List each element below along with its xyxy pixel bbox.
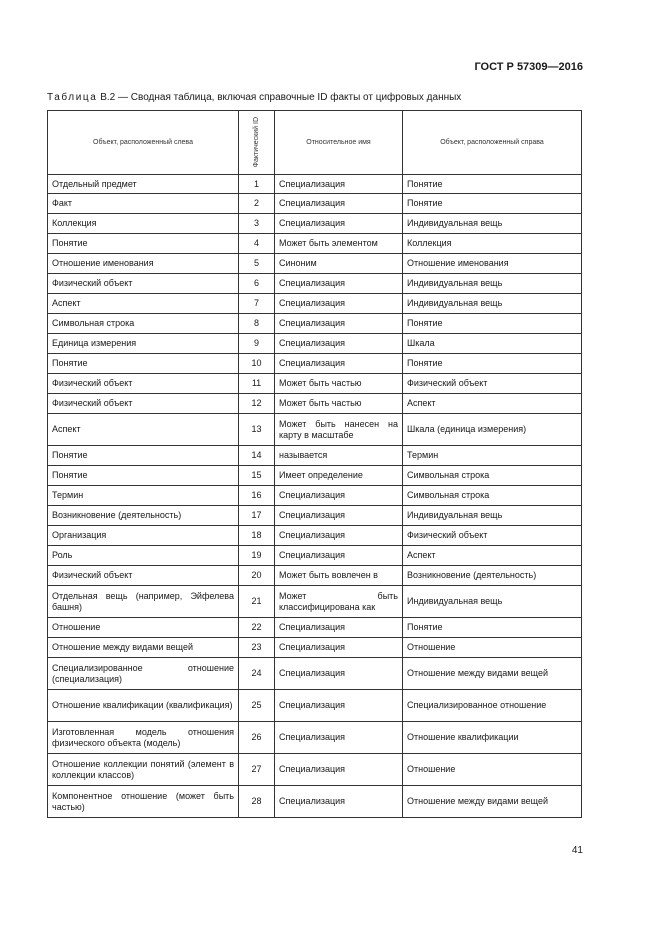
cell-right-object: Символьная строка [403, 486, 582, 506]
cell-relation-name: Специализация [275, 754, 403, 786]
table-row [48, 274, 582, 294]
cell-fact-id: 18 [239, 526, 275, 546]
cell-left-object: Понятие [48, 466, 239, 486]
cell-left-object: Отношение коллекции понятий (элемент в коллекции классов) [48, 754, 239, 786]
cell-relation-name: Может быть частью [275, 394, 403, 414]
cell-relation-name: Специализация [275, 618, 403, 638]
cell-fact-id: 11 [239, 374, 275, 394]
cell-left-object: Понятие [48, 234, 239, 254]
cell-right-object: Возникновение (деятельность) [403, 566, 582, 586]
cell-fact-id: 17 [239, 506, 275, 526]
cell-right-object: Специализированное отношение [403, 690, 582, 722]
cell-left-object: Компонентное отношение (может быть частью) [48, 786, 239, 818]
cell-relation-name: Может быть нанесен на карту в масштабе [275, 414, 403, 446]
table-header-row [48, 111, 582, 175]
cell-left-object: Факт [48, 194, 239, 214]
document-code: ГОСТ Р 57309—2016 [474, 61, 583, 73]
cell-left-object: Отношение именования [48, 254, 239, 274]
caption-text: В.2 — Сводная таблица, включая справочные ID факты от цифровых данных [97, 92, 462, 103]
table-row [48, 175, 582, 194]
cell-left-object: Понятие [48, 354, 239, 374]
cell-relation-name: Специализация [275, 354, 403, 374]
cell-relation-name: Специализация [275, 214, 403, 234]
cell-left-object: Коллекция [48, 214, 239, 234]
cell-fact-id: 8 [239, 314, 275, 334]
cell-right-object: Индивидуальная вещь [403, 506, 582, 526]
cell-fact-id: 20 [239, 566, 275, 586]
cell-fact-id: 23 [239, 638, 275, 658]
cell-fact-id: 12 [239, 394, 275, 414]
cell-right-object: Индивидуальная вещь [403, 586, 582, 618]
cell-right-object: Отношение между видами вещей [403, 658, 582, 690]
cell-right-object: Шкала (единица измерения) [403, 414, 582, 446]
table-row [48, 506, 582, 526]
table-row [48, 214, 582, 234]
summary-table [47, 110, 582, 818]
cell-right-object: Символьная строка [403, 466, 582, 486]
cell-left-object: Термин [48, 486, 239, 506]
cell-left-object: Возникновение (деятельность) [48, 506, 239, 526]
cell-right-object: Термин [403, 446, 582, 466]
cell-left-object: Роль [48, 546, 239, 566]
cell-fact-id: 26 [239, 722, 275, 754]
cell-left-object: Отношение квалификации (квалификация) [48, 690, 239, 722]
cell-right-object: Понятие [403, 194, 582, 214]
cell-fact-id: 6 [239, 274, 275, 294]
table-row [48, 294, 582, 314]
cell-relation-name: называется [275, 446, 403, 466]
table-row [48, 394, 582, 414]
cell-relation-name: Специализация [275, 334, 403, 354]
cell-right-object: Физический объект [403, 374, 582, 394]
cell-left-object: Аспект [48, 414, 239, 446]
table-row [48, 414, 582, 446]
cell-relation-name: Специализация [275, 526, 403, 546]
cell-left-object: Отдельный предмет [48, 175, 239, 194]
col-header-right-object: Объект, расположенный справа [403, 111, 582, 175]
table-row [48, 658, 582, 690]
cell-relation-name: Специализация [275, 638, 403, 658]
cell-relation-name: Специализация [275, 506, 403, 526]
cell-right-object: Отношение [403, 754, 582, 786]
cell-right-object: Индивидуальная вещь [403, 294, 582, 314]
cell-relation-name: Может быть частью [275, 374, 403, 394]
page-number: 41 [571, 845, 583, 856]
cell-right-object: Шкала [403, 334, 582, 354]
cell-left-object: Физический объект [48, 566, 239, 586]
cell-right-object: Отношение [403, 638, 582, 658]
col-header-fact-id [239, 111, 275, 175]
caption-label: Таблица [47, 92, 98, 103]
table-row [48, 618, 582, 638]
cell-relation-name: Специализация [275, 722, 403, 754]
cell-fact-id: 3 [239, 214, 275, 234]
cell-left-object: Организация [48, 526, 239, 546]
cell-fact-id: 13 [239, 414, 275, 446]
table-row [48, 566, 582, 586]
table-row [48, 754, 582, 786]
cell-fact-id: 25 [239, 690, 275, 722]
cell-relation-name: Специализация [275, 294, 403, 314]
cell-fact-id: 9 [239, 334, 275, 354]
table-row [48, 786, 582, 818]
cell-fact-id: 10 [239, 354, 275, 374]
cell-left-object: Физический объект [48, 374, 239, 394]
table-row [48, 546, 582, 566]
cell-relation-name: Может быть классифицирована как [275, 586, 403, 618]
table-row [48, 234, 582, 254]
cell-fact-id: 7 [239, 294, 275, 314]
cell-right-object: Коллекция [403, 234, 582, 254]
table-row [48, 586, 582, 618]
cell-right-object: Отношение именования [403, 254, 582, 274]
cell-right-object: Отношение между видами вещей [403, 786, 582, 818]
cell-relation-name: Имеет определение [275, 466, 403, 486]
cell-right-object: Индивидуальная вещь [403, 214, 582, 234]
cell-right-object: Понятие [403, 175, 582, 194]
cell-right-object: Отношение квалификации [403, 722, 582, 754]
cell-relation-name: Специализация [275, 546, 403, 566]
table-row [48, 466, 582, 486]
cell-fact-id: 28 [239, 786, 275, 818]
cell-left-object: Отдельная вещь (например, Эйфелева башня) [48, 586, 239, 618]
cell-relation-name: Может быть вовлечен в [275, 566, 403, 586]
cell-fact-id: 16 [239, 486, 275, 506]
cell-relation-name: Специализация [275, 175, 403, 194]
cell-left-object: Физический объект [48, 274, 239, 294]
table-row [48, 194, 582, 214]
cell-fact-id: 24 [239, 658, 275, 690]
table-row [48, 314, 582, 334]
cell-fact-id: 1 [239, 175, 275, 194]
cell-right-object: Индивидуальная вещь [403, 274, 582, 294]
cell-left-object: Понятие [48, 446, 239, 466]
cell-left-object: Отношение [48, 618, 239, 638]
table-row [48, 334, 582, 354]
table-row [48, 526, 582, 546]
cell-left-object: Отношение между видами вещей [48, 638, 239, 658]
cell-fact-id: 19 [239, 546, 275, 566]
cell-relation-name: Специализация [275, 314, 403, 334]
cell-relation-name: Специализация [275, 786, 403, 818]
cell-fact-id: 22 [239, 618, 275, 638]
table-row [48, 374, 582, 394]
cell-right-object: Физический объект [403, 526, 582, 546]
cell-fact-id: 5 [239, 254, 275, 274]
table-row [48, 638, 582, 658]
cell-relation-name: Специализация [275, 486, 403, 506]
table-row [48, 446, 582, 466]
cell-fact-id: 21 [239, 586, 275, 618]
col-header-relation-name: Относительное имя [275, 111, 403, 175]
cell-relation-name: Специализация [275, 690, 403, 722]
cell-fact-id: 27 [239, 754, 275, 786]
cell-right-object: Понятие [403, 618, 582, 638]
cell-left-object: Аспект [48, 294, 239, 314]
cell-fact-id: 4 [239, 234, 275, 254]
cell-left-object: Физический объект [48, 394, 239, 414]
cell-right-object: Аспект [403, 546, 582, 566]
cell-left-object: Специализированное отношение (специализация) [48, 658, 239, 690]
table-row [48, 486, 582, 506]
table-body [48, 175, 582, 818]
cell-right-object: Аспект [403, 394, 582, 414]
cell-left-object: Единица измерения [48, 334, 239, 354]
cell-fact-id: 15 [239, 466, 275, 486]
cell-relation-name: Специализация [275, 658, 403, 690]
cell-left-object: Символьная строка [48, 314, 239, 334]
cell-relation-name: Может быть элементом [275, 234, 403, 254]
cell-relation-name: Синоним [275, 254, 403, 274]
cell-left-object: Изготовленная модель отношения физического объекта (модель) [48, 722, 239, 754]
col-header-left-object: Объект, расположенный слева [48, 111, 239, 175]
cell-relation-name: Специализация [275, 274, 403, 294]
table-row [48, 690, 582, 722]
table-row [48, 354, 582, 374]
cell-fact-id: 2 [239, 194, 275, 214]
cell-right-object: Понятие [403, 354, 582, 374]
table-caption [47, 92, 461, 103]
col-header-fact-id-text: Фактический ID [252, 117, 260, 168]
table-row [48, 254, 582, 274]
cell-fact-id: 14 [239, 446, 275, 466]
cell-right-object: Понятие [403, 314, 582, 334]
cell-relation-name: Специализация [275, 194, 403, 214]
table-row [48, 722, 582, 754]
